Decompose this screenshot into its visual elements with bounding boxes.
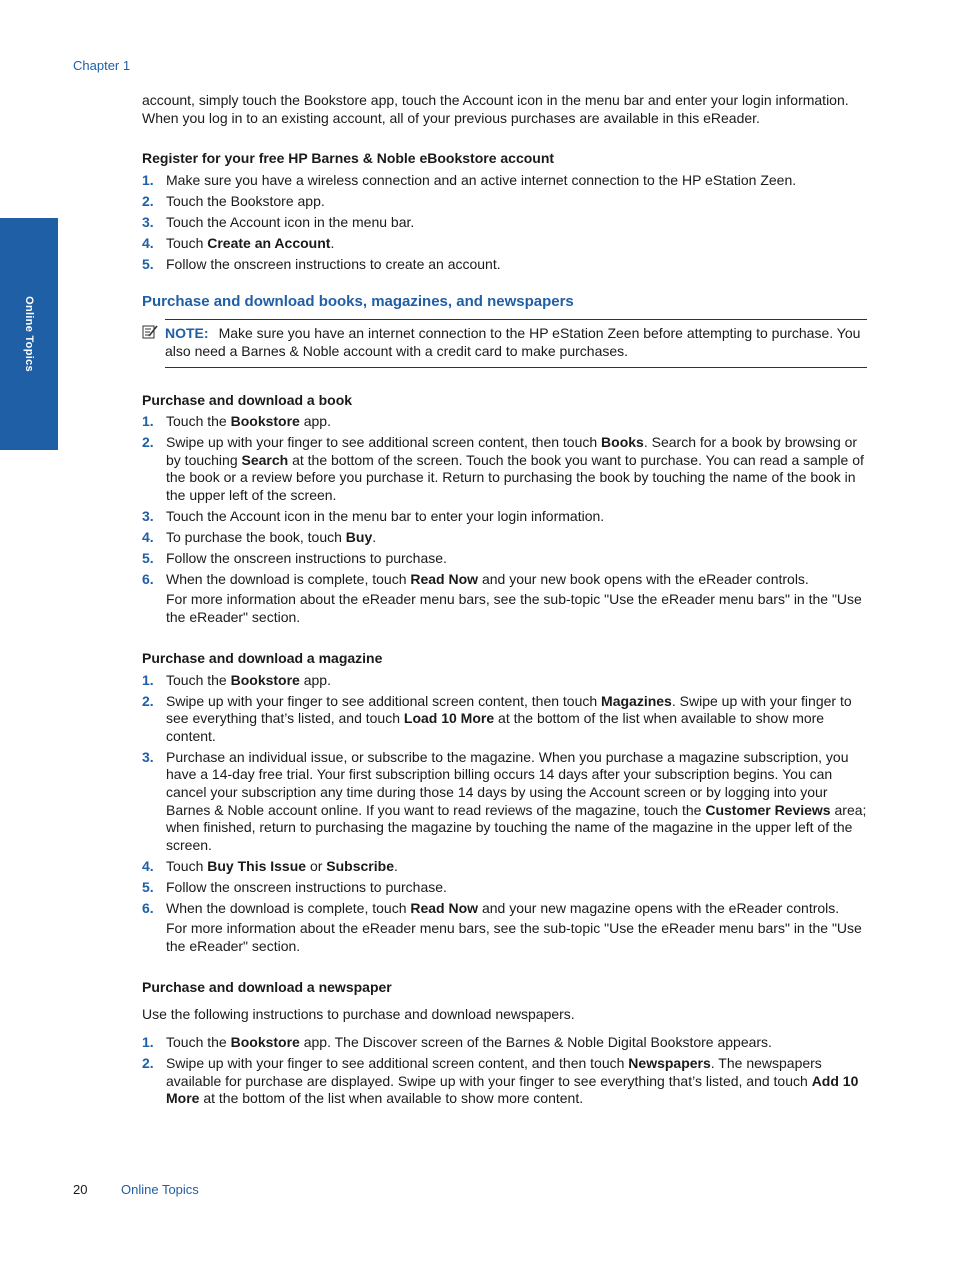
step-text: Touch the Account icon in the menu bar to enter your login information.: [166, 507, 605, 524]
step-text: Make sure you have a wireless connection and an active internet connection to the HP eStation Zeen.: [166, 171, 797, 188]
step-text: .: [330, 234, 335, 251]
step-bold-text: Bookstore: [230, 413, 300, 430]
step-number: 5.: [142, 878, 154, 895]
newspaper-steps: [142, 1034, 867, 1108]
step-bold-text: Newspapers: [628, 1054, 711, 1071]
chapter-header: Chapter 1: [73, 58, 131, 73]
step-bold-text: Create an Account: [207, 234, 331, 251]
step-bold-text: Bookstore: [230, 1034, 300, 1050]
page-number: 20: [73, 1182, 88, 1197]
intro-paragraph: account, simply touch the Bookstore app, touch the Account icon in the menu bar and enter your login information. When you log in to an existing account, all of your previous purchases are available in this eReader.: [142, 92, 849, 126]
step-text: Touch the: [166, 1034, 231, 1050]
step-number: 2.: [142, 692, 154, 709]
list-item: [142, 508, 867, 526]
step-number: 3.: [142, 507, 154, 524]
list-item: [142, 413, 867, 431]
step-text: Touch: [166, 857, 208, 874]
step-bold-text: Subscribe: [326, 857, 394, 874]
step-number: 5.: [142, 549, 154, 566]
side-tab-label: Online Topics: [23, 296, 35, 372]
note-box: [165, 319, 867, 367]
step-bold-text: Books: [601, 434, 644, 451]
step-number: 2.: [142, 434, 154, 451]
step-text: . Swipe up with your finger to see everything that’s listed, and touch: [166, 692, 852, 727]
step-text: Touch the: [166, 413, 231, 430]
step-text: Follow the onscreen instructions to create an account.: [166, 255, 501, 272]
step-bold-text: Buy This Issue: [207, 857, 307, 874]
footer-title: Online Topics: [121, 1182, 199, 1197]
step-text: Purchase an individual issue, or subscribe to the magazine. When you purchase a magazine subscription, you have a 14-day free trial. Your first subscription billing occurs 14 days after your subscription begins. You can cancel your subscription any time during those 14 days by using the Account screen or by logging into your Barnes & Noble account online. If you want to read reviews of the magazine, touch the: [166, 748, 849, 818]
step-number: 6.: [142, 899, 154, 916]
list-item: [142, 1034, 867, 1052]
list-item: [142, 529, 867, 547]
list-item: [142, 672, 867, 690]
step-number: 3.: [142, 748, 154, 765]
step-number: 4.: [142, 234, 154, 251]
step-number: 1.: [142, 671, 154, 688]
list-item: [142, 550, 867, 568]
step-extra-text: For more information about the eReader menu bars, see the sub-topic "Use the eReader menu bars" in the "Use the eReader" section.: [166, 591, 862, 625]
newspaper-intro: Use the following instructions to purchase and download newspapers.: [142, 1006, 575, 1023]
register-heading: Register for your free HP Barnes & Noble eBookstore account: [142, 150, 555, 167]
step-number: 2.: [142, 1054, 154, 1071]
step-text: at the bottom of the list when available to show more content.: [199, 1090, 584, 1107]
list-item: [142, 172, 867, 190]
step-text: and your new magazine opens with the eReader controls.: [478, 899, 840, 916]
note-label: NOTE:: [165, 325, 209, 342]
list-item: [142, 749, 867, 855]
list-item: [142, 434, 867, 504]
register-steps: [142, 172, 867, 274]
newspaper-heading: Purchase and download a newspaper: [142, 978, 392, 995]
step-text: Swipe up with your finger to see additional screen content, then touch: [166, 434, 602, 451]
list-item: [142, 693, 867, 746]
note-pencil-icon: [142, 324, 158, 340]
list-item: [142, 900, 867, 956]
list-item: [142, 235, 867, 253]
step-bold-text: Load 10 More: [403, 710, 495, 727]
step-text: When the download is complete, touch: [166, 570, 411, 587]
step-bold-text: Buy: [345, 528, 373, 545]
note-text: Make sure you have an internet connection to the HP eStation Zeen before attempting to purchase. You also need a Barnes & Noble account with a credit card to make purchases.: [165, 325, 861, 359]
step-number: 1.: [142, 171, 154, 188]
list-item: [142, 858, 867, 876]
page-content: [142, 92, 867, 1111]
list-item: [142, 256, 867, 274]
step-text: app.: [299, 413, 331, 430]
step-number: 3.: [142, 213, 154, 230]
step-text: Touch the Account icon in the menu bar.: [166, 213, 415, 230]
step-text: at the bottom of the screen. Touch the book you want to purchase. You can read a sample of the book or a review before you purchase it. Return to purchasing the book by touching the name of the book in the upper left of the screen.: [166, 451, 864, 503]
purchase-section-title: Purchase and download books, magazines, and newspapers: [142, 293, 574, 311]
step-text: Swipe up with your finger to see additional screen content, then touch: [166, 692, 602, 709]
list-item: [142, 1055, 867, 1108]
step-text: When the download is complete, touch: [166, 899, 411, 916]
step-text: app.: [299, 671, 331, 688]
step-number: 4.: [142, 528, 154, 545]
magazine-heading: Purchase and download a magazine: [142, 649, 383, 666]
step-text: Follow the onscreen instructions to purchase.: [166, 549, 447, 566]
list-item: [142, 571, 867, 627]
step-number: 5.: [142, 255, 154, 272]
step-bold-text: Bookstore: [230, 671, 300, 688]
step-text: or: [306, 857, 327, 874]
step-text: .: [394, 857, 398, 874]
step-number: 1.: [142, 413, 154, 430]
step-text: at the bottom of the list when available to show more content.: [166, 710, 825, 744]
step-bold-text: Add 10 More: [166, 1072, 859, 1107]
step-number: 6.: [142, 570, 154, 587]
step-text: To purchase the book, touch: [166, 528, 346, 545]
step-bold-text: Search: [241, 451, 289, 468]
step-bold-text: Read Now: [410, 899, 479, 916]
step-bold-text: Customer Reviews: [705, 801, 831, 818]
step-bold-text: Read Now: [410, 570, 479, 587]
step-text: Touch the Bookstore app.: [166, 192, 325, 209]
step-number: 2.: [142, 192, 154, 209]
step-text: Touch the: [166, 671, 231, 688]
step-text: . The newspapers available for purchase are displayed. Swipe up with your finger to see everything that’s listed, and touch: [166, 1054, 822, 1089]
list-item: [142, 214, 867, 232]
step-text: Swipe up with your finger to see additional screen content, and then touch: [166, 1054, 629, 1071]
book-heading: Purchase and download a book: [142, 391, 353, 408]
step-number: 1.: [142, 1034, 154, 1050]
step-bold-text: Magazines: [601, 692, 672, 709]
step-text: area; when finished, return to purchasing the magazine by touching the name of the magazine in the upper left of the screen.: [166, 801, 867, 853]
step-number: 4.: [142, 857, 154, 874]
list-item: [142, 193, 867, 211]
step-text: and your new book opens with the eReader controls.: [478, 570, 809, 587]
step-text: Touch: [166, 234, 208, 251]
list-item: [142, 879, 867, 897]
book-steps: [142, 413, 867, 626]
step-extra-text: For more information about the eReader menu bars, see the sub-topic "Use the eReader menu bars" in the "Use the eReader" section.: [166, 920, 862, 954]
magazine-steps: [142, 672, 867, 956]
step-text: Follow the onscreen instructions to purchase.: [166, 878, 447, 895]
step-text: app. The Discover screen of the Barnes & Noble Digital Bookstore appears.: [299, 1034, 772, 1050]
step-text: .: [372, 528, 377, 545]
step-text: . Search for a book by browsing or by touching: [166, 434, 858, 468]
